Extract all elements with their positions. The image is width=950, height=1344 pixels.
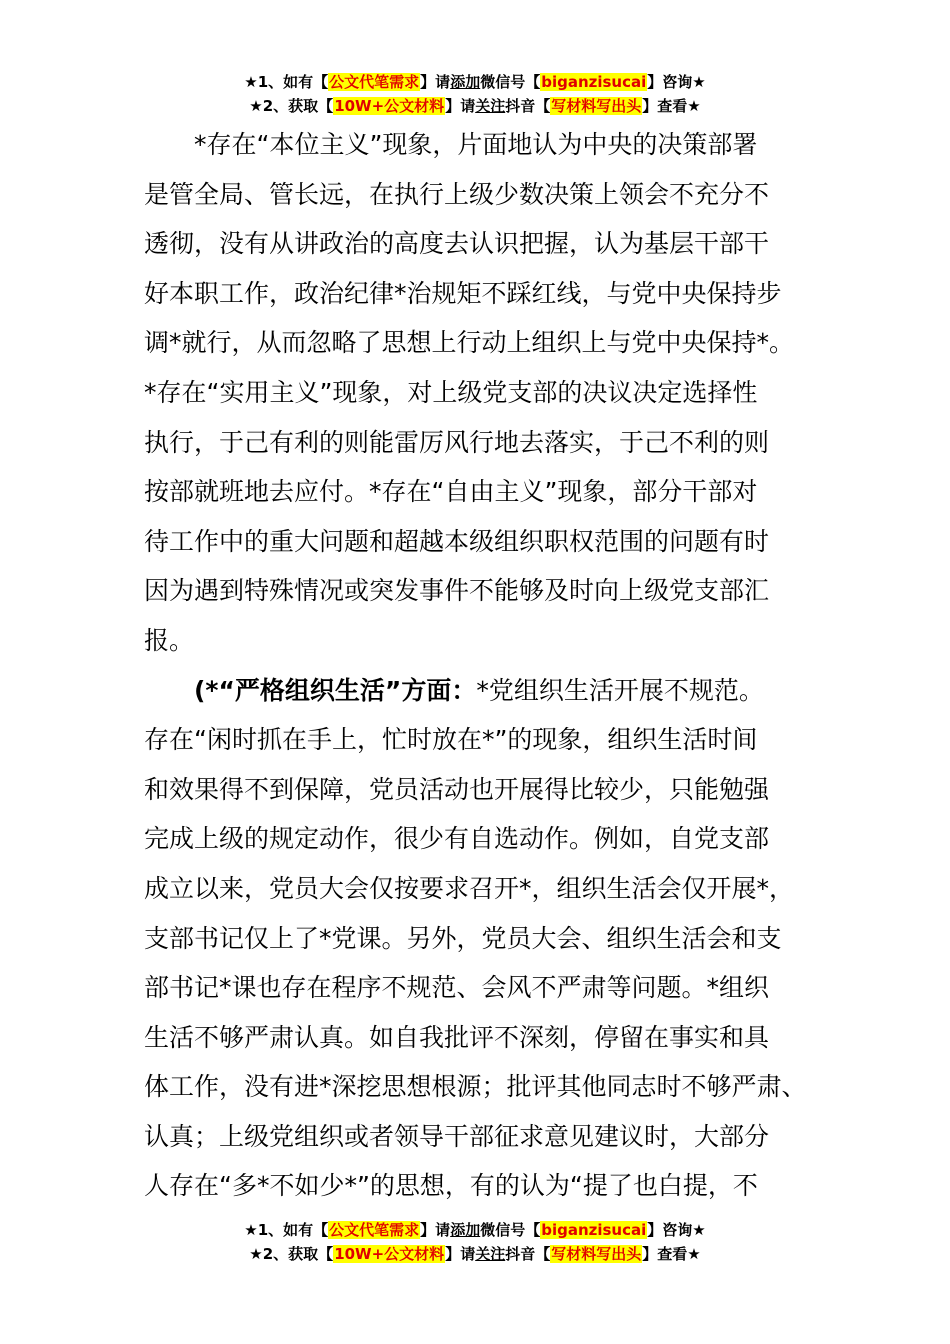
section-heading-rest: *党组织生活开展不规范。: [476, 675, 764, 705]
body-line: 支部书记仅上了*党课。另外，党员大会、组织生活会和支: [144, 923, 782, 953]
document-body: [144, 120, 814, 1211]
footer-line-1: [0, 1218, 950, 1242]
footer-line-2-mid1: 】请: [445, 1245, 476, 1263]
header-line-2-prefix: ★2、获取【: [249, 97, 334, 115]
footer-line-2-suffix: 】查看★: [642, 1245, 701, 1263]
footer-line-2: [0, 1242, 950, 1266]
body-line: 按部就班地去应付。*存在“自由主义”现象，部分干部对: [144, 477, 758, 507]
header-materials-highlight: 10W+公文材料: [334, 97, 445, 115]
body-line: 报。: [144, 625, 195, 655]
footer-banner: [0, 1218, 950, 1266]
body-line: 认真；上级党组织或者领导干部征求意见建议时，大部分: [144, 1121, 770, 1151]
section-heading: (*“严格组织生活”方面：: [144, 675, 477, 705]
header-line-1-suffix: 】咨询★: [647, 73, 706, 91]
footer-materials-highlight: 10W+公文材料: [334, 1245, 445, 1263]
body-line: 生活不够严肃认真。如自我批评不深刻，停留在事实和具: [144, 1022, 770, 1052]
header-line-1: [0, 70, 950, 94]
footer-line-2-mid2: 抖音【: [505, 1245, 551, 1263]
header-add-underlined: 添加: [450, 73, 481, 91]
body-line: 透彻，没有从讲政治的高度去认识把握，认为基层干部干: [144, 229, 770, 259]
footer-line-1-suffix: 】咨询★: [647, 1221, 706, 1239]
body-line: 存在“闲时抓在手上，忙时放在*”的现象，组织生活时间: [144, 725, 758, 755]
header-line-1-mid2: 微信号【: [480, 73, 541, 91]
body-line: *存在“实用主义”现象，对上级党支部的决议决定选择性: [144, 377, 758, 407]
body-line: 好本职工作，政治纪律*治规矩不踩红线，与党中央保持步: [144, 278, 782, 308]
footer-line-1-mid1: 】请: [420, 1221, 451, 1239]
header-line-1-mid1: 】请: [420, 73, 451, 91]
body-line: 部书记*课也存在程序不规范、会风不严肃等问题。*组织: [144, 973, 770, 1003]
header-line-2-mid2: 抖音【: [505, 97, 551, 115]
body-line: *存在“本位主义”现象，片面地认为中央的决策部署: [144, 130, 758, 159]
footer-add-underlined: 添加: [450, 1221, 481, 1239]
body-line: 和效果得不到保障，党员活动也开展得比较少，只能勉强: [144, 774, 770, 804]
body-line: 执行，于己有利的则能雷厉风行地去落实，于己不利的则: [144, 427, 770, 457]
body-line: 是管全局、管长远，在执行上级少数决策上领会不充分不: [144, 179, 770, 209]
header-line-2-mid1: 】请: [445, 97, 476, 115]
footer-douyin-id-highlight: 写材料写出头: [551, 1245, 642, 1263]
body-line: 人存在“多*不如少*”的思想，有的认为“提了也白提，不: [144, 1171, 758, 1201]
footer-wechat-id-highlight: biganzisucai: [541, 1221, 647, 1239]
footer-line-1-mid2: 微信号【: [480, 1221, 541, 1239]
body-line: 待工作中的重大问题和超越本级组织职权范围的问题有时: [144, 526, 770, 556]
body-line: 因为遇到特殊情况或突发事件不能够及时向上级党支部汇: [144, 576, 770, 606]
body-line: 完成上级的规定动作，很少有自选动作。例如，自党支部: [144, 824, 770, 854]
footer-service-highlight: 公文代笔需求: [329, 1221, 420, 1239]
section-heading-line: [144, 666, 814, 716]
header-wechat-id-highlight: biganzisucai: [541, 73, 647, 91]
header-line-2: [0, 94, 950, 118]
header-banner: [0, 70, 950, 118]
header-service-highlight: 公文代笔需求: [329, 73, 420, 91]
body-line: 体工作，没有进*深挖思想根源；批评其他同志时不够严肃、: [144, 1072, 807, 1102]
header-douyin-id-highlight: 写材料写出头: [551, 97, 642, 115]
header-follow-underlined: 关注: [475, 97, 506, 115]
footer-follow-underlined: 关注: [475, 1245, 506, 1263]
header-line-1-prefix: ★1、如有【: [244, 73, 329, 91]
body-line: 调*就行，从而忽略了思想上行动上组织上与党中央保持*。: [144, 328, 795, 358]
footer-line-1-prefix: ★1、如有【: [244, 1221, 329, 1239]
body-line: 成立以来，党员大会仅按要求召开*，组织生活会仅开展*，: [144, 873, 795, 903]
footer-line-2-prefix: ★2、获取【: [249, 1245, 334, 1263]
header-line-2-suffix: 】查看★: [642, 97, 701, 115]
